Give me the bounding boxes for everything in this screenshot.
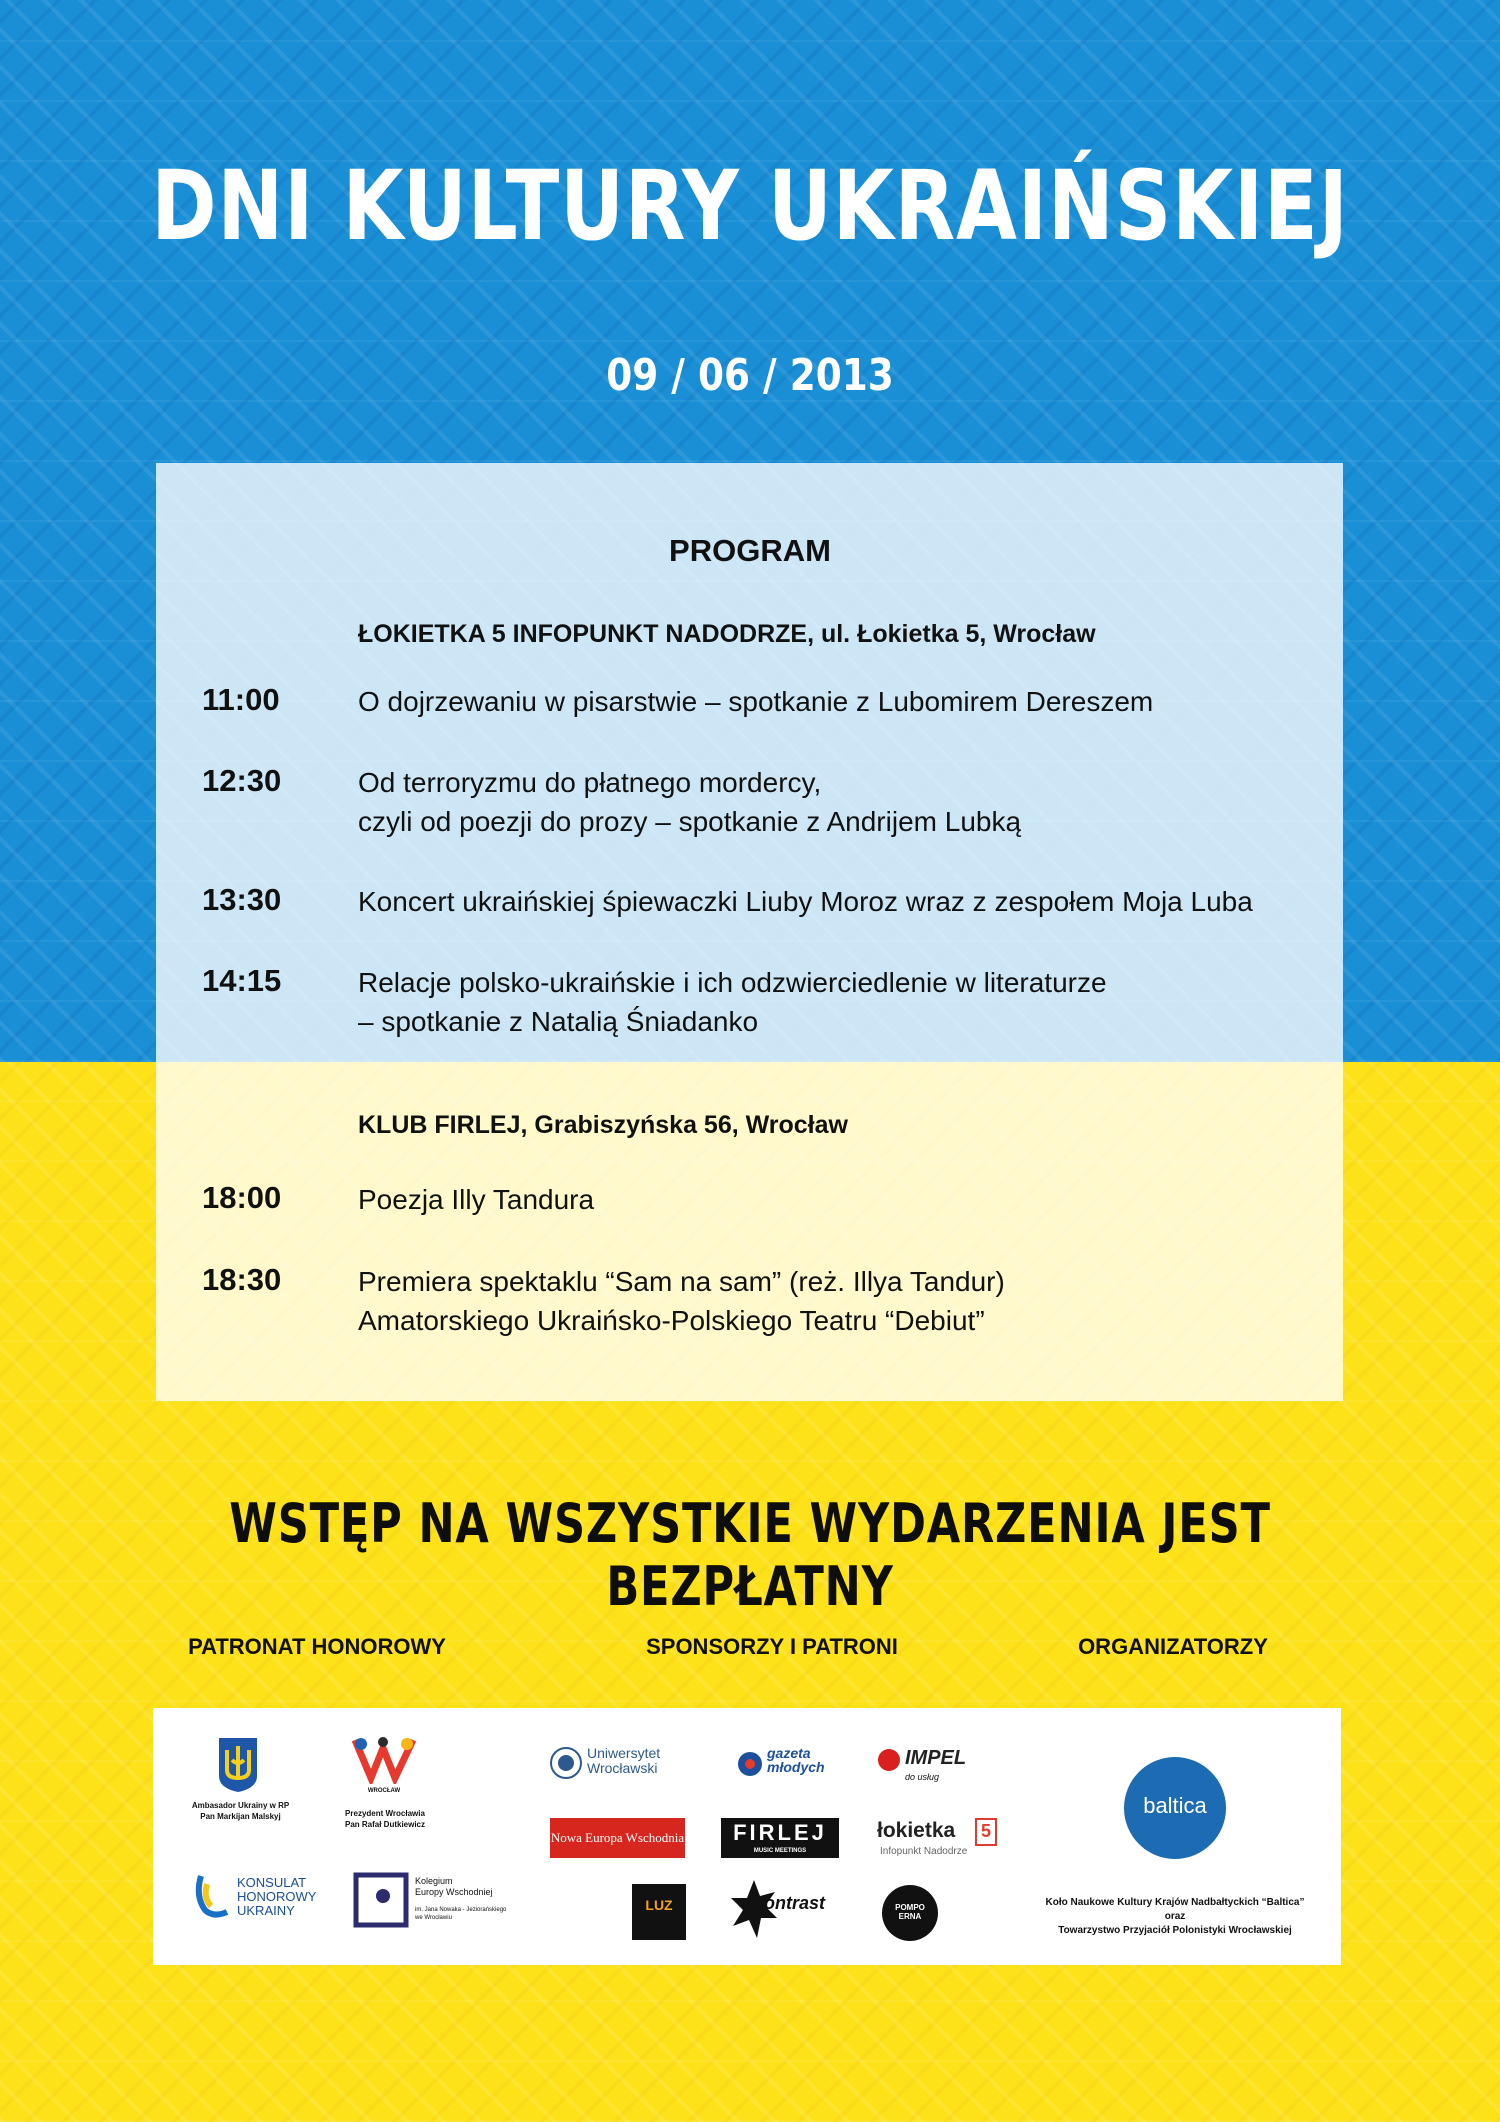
event-time-1: 11:00 (202, 682, 280, 717)
lokietka-number: 5 (980, 1821, 991, 1841)
organizer-line-2: oraz (1164, 1911, 1186, 1922)
free-entry-banner: WSTĘP NA WSZYSTKIE WYDARZENIA JEST BEZPŁATNY (229, 1492, 1271, 1618)
program-panel (156, 463, 1343, 1401)
kolegium-caption: Kolegium Europy Wschodniej (415, 1876, 493, 1897)
event-time-6: 18:30 (202, 1262, 282, 1297)
firlej-subcaption: MUSIC MEETINGS (753, 1848, 807, 1854)
baltica-caption: baltica (1143, 1793, 1207, 1818)
event-desc-3 (358, 882, 1253, 921)
lokietka-caption: łokietka (877, 1819, 956, 1842)
event-desc-4 (358, 963, 1107, 1041)
pomporerna-caption: POMPO ERNA (895, 1903, 925, 1921)
kolegium-icon (353, 1872, 409, 1933)
uniwersytet-seal-icon (549, 1746, 583, 1785)
gazeta-caption: gazeta młodych (767, 1745, 825, 1775)
ambasador-caption: Ambasador Ukrainy w RP Pan Markijan Malskyj (191, 1801, 290, 1821)
section-patronat: PATRONAT HONOROWY (188, 1634, 446, 1659)
event-time-4: 14:15 (202, 963, 282, 998)
event-time-2: 12:30 (202, 763, 282, 798)
impel-icon (877, 1748, 901, 1777)
event-time-3: 13:30 (202, 882, 282, 917)
event-date: 09 / 06 / 2013 (606, 350, 894, 401)
event-desc-line: Premiera spektaklu “Sam na sam” (reż. Illya Tandur) (358, 1266, 1005, 1297)
venue-firlej: KLUB FIRLEJ, Grabiszyńska 56, Wrocław (358, 1111, 848, 1139)
event-desc-6 (358, 1262, 1005, 1340)
impel-subcaption: do usług (905, 1772, 940, 1782)
organizer-line-3: Towarzystwo Przyjaciół Polonistyki Wrocławskiej (1058, 1925, 1292, 1936)
event-desc-line: Koncert ukraińskiej śpiewaczki Liuby Moroz wraz z zespołem Moja Luba (358, 886, 1253, 917)
program-heading: PROGRAM (669, 533, 831, 568)
organizer-line-1: Koło Naukowe Kultury Krajów Nadbałtyckich “Baltica” (1045, 1897, 1305, 1908)
event-desc-line: Relacje polsko-ukraińskie i ich odzwierciedlenie w literaturze (358, 967, 1107, 998)
event-desc-5 (358, 1180, 594, 1219)
nowa-europa-caption: Nowa Europa Wschodnia (550, 1830, 685, 1845)
page-title: DNI KULTURY UKRAIŃSKIEJ (151, 150, 1349, 262)
event-desc-line: czyli od poezji do prozy – spotkanie z Andrijem Lubką (358, 806, 1022, 837)
trident-icon (215, 1736, 261, 1799)
logos-panel (153, 1708, 1341, 1965)
event-desc-line: Od terroryzmu do płatnego mordercy, (358, 767, 822, 798)
event-desc-line: O dojrzewaniu w pisarstwie – spotkanie z Lubomirem Dereszem (358, 686, 1154, 717)
section-sponsorzy: SPONSORZY I PATRONI (646, 1634, 898, 1659)
uniwersytet-caption: Uniwersytet Wrocławski (587, 1745, 661, 1776)
event-time-5: 18:00 (202, 1180, 282, 1215)
wroclaw-small-text: WROCŁAW (367, 1788, 401, 1794)
event-desc-line: – spotkanie z Natalią Śniadanko (358, 1006, 759, 1037)
section-organizatorzy: ORGANIZATORZY (1078, 1634, 1268, 1659)
wroclaw-logo-icon (349, 1734, 419, 1789)
event-desc-1 (358, 682, 1153, 721)
lokietka-subcaption: Infopunkt Nadodrze (880, 1846, 968, 1857)
gazeta-icon (736, 1750, 764, 1783)
event-desc-2 (358, 763, 1021, 841)
event-desc-line: Amatorskiego Ukraińsko-Polskiego Teatru “Debiut” (358, 1305, 985, 1336)
konsulat-caption: KONSULAT HONOROWY UKRAINY (237, 1875, 317, 1918)
firlej-caption: FIRLEJ (733, 1820, 827, 1845)
kolegium-subcaption: im. Jana Nowaka - Jeziorańskiego we Wrocławiu (415, 1907, 507, 1921)
prezydent-caption: Prezydent Wrocławia Pan Rafał Dutkiewicz (344, 1809, 426, 1829)
luz-caption: LUZ (645, 1897, 673, 1913)
impel-caption: IMPEL (905, 1747, 967, 1769)
kontrast-caption: Kontrast (751, 1893, 826, 1913)
event-desc-line: Poezja Illy Tandura (358, 1184, 595, 1215)
venue-lokietka: ŁOKIETKA 5 INFOPUNKT NADODRZE, ul. Łokietka 5, Wrocław (358, 620, 1096, 648)
konsulat-icon (193, 1872, 233, 1923)
